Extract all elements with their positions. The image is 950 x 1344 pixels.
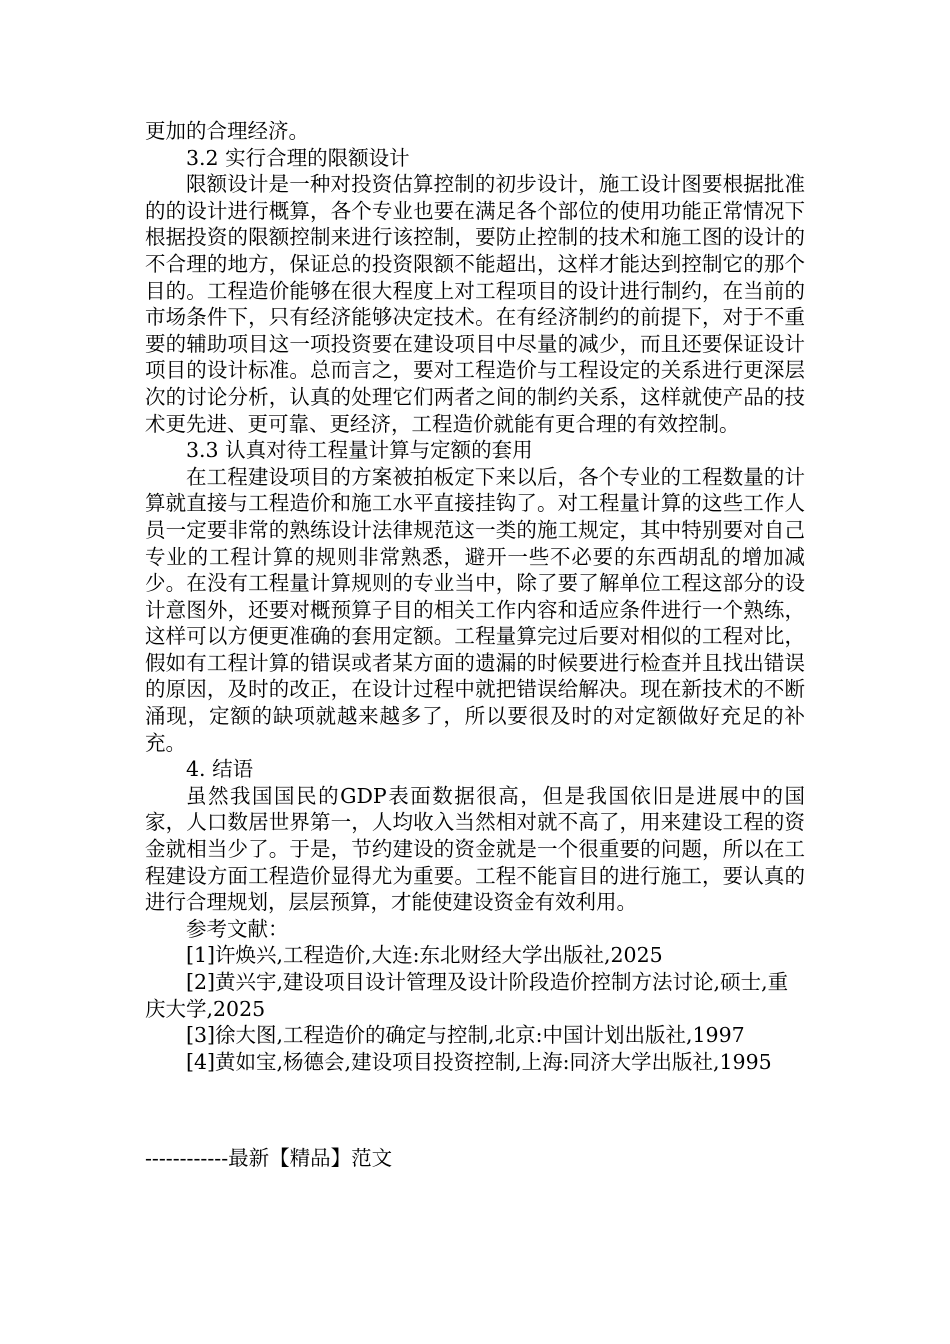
page-footer: ------------最新【精品】范文 — [145, 1146, 393, 1170]
section-4-paragraph: 虽然我国国民的GDP表面数据很高，但是我国依旧是进展中的国家，人口数居世界第一，人均收入当然相对就不高了，用来建设工程的资金就相当少了。于是，节约建设的资金就是一个很重要的问题，所以在工程建设方面工程造价显得尤为重要。工程不能盲目的进行施工，要认真的进行合理规划，层层预算，才能使建设资金有效利用。 — [145, 783, 805, 915]
references-heading: 参考文献： — [186, 916, 289, 941]
reference-item-1: [1]许焕兴,工程造价,大连:东北财经大学出版社,2025 — [186, 943, 663, 968]
section-3-3-paragraph: 在工程建设项目的方案被拍板定下来以后，各个专业的工程数量的计算就直接与工程造价和施工水平直接挂钩了。对工程量计算的这些工作人员一定要非常的熟练设计法律规范这一类的施工规定，其中特别要对自己专业的工程计算的规则非常熟悉，避开一些不必要的东西胡乱的增加减少。在没有工程量计算规则的专业当中，除了要了解单位工程这部分的设计意图外，还要对概预算子目的相关工作内容和适应条件进行一个熟练，这样可以方便更准确的套用定额。工程量算完过后要对相似的工程对比，假如有工程计算的错误或者某方面的遗漏的时候要进行检查并且找出错误的原因，及时的改正，在设计过程中就把错误给解决。现在新技术的不断涌现，定额的缺项就越来越多了，所以要很及时的对定额做好充足的补充。 — [145, 464, 805, 755]
section-3-3-heading: 3.3 认真对待工程量计算与定额的套用 — [186, 438, 533, 463]
document-body — [145, 118, 805, 1075]
reference-item-3: [3]徐大图,工程造价的确定与控制,北京:中国计划出版社,1997 — [186, 1023, 745, 1048]
paragraph-intro-tail: 更加的合理经济。 — [145, 119, 309, 143]
section-4-heading: 4. 结语 — [186, 757, 254, 782]
section-3-2-heading: 3.2 实行合理的限额设计 — [186, 145, 410, 170]
reference-item-2: [2]黄兴宇,建设项目设计管理及设计阶段造价控制方法讨论,硕士,重庆大学,2025 — [145, 970, 789, 1021]
reference-item-4: [4]黄如宝,杨德会,建设项目投资控制,上海:同济大学出版社,1995 — [186, 1049, 772, 1074]
section-3-2-paragraph: 限额设计是一种对投资估算控制的初步设计，施工设计图要根据批准的的设计进行概算，各个专业也要在满足各个部位的使用功能正常情况下根据投资的限额控制来进行该控制，要防止控制的技术和施工图的设计的不合理的地方，保证总的投资限额不能超出，这样才能达到控制它的那个目的。工程造价能够在很大程度上对工程项目的设计进行制约，在当前的市场条件下，只有经济能够决定技术。在有经济制约的前提下，对于不重要的辅助项目这一项投资要在建设项目中尽量的减少，而且还要保证设计项目的设计标准。总而言之，要对工程造价与工程设定的关系进行更深层次的讨论分析，认真的处理它们两者之间的制约关系，这样就使产品的技术更先进、更可靠、更经济，工程造价就能有更合理的有效控制。 — [145, 172, 805, 436]
